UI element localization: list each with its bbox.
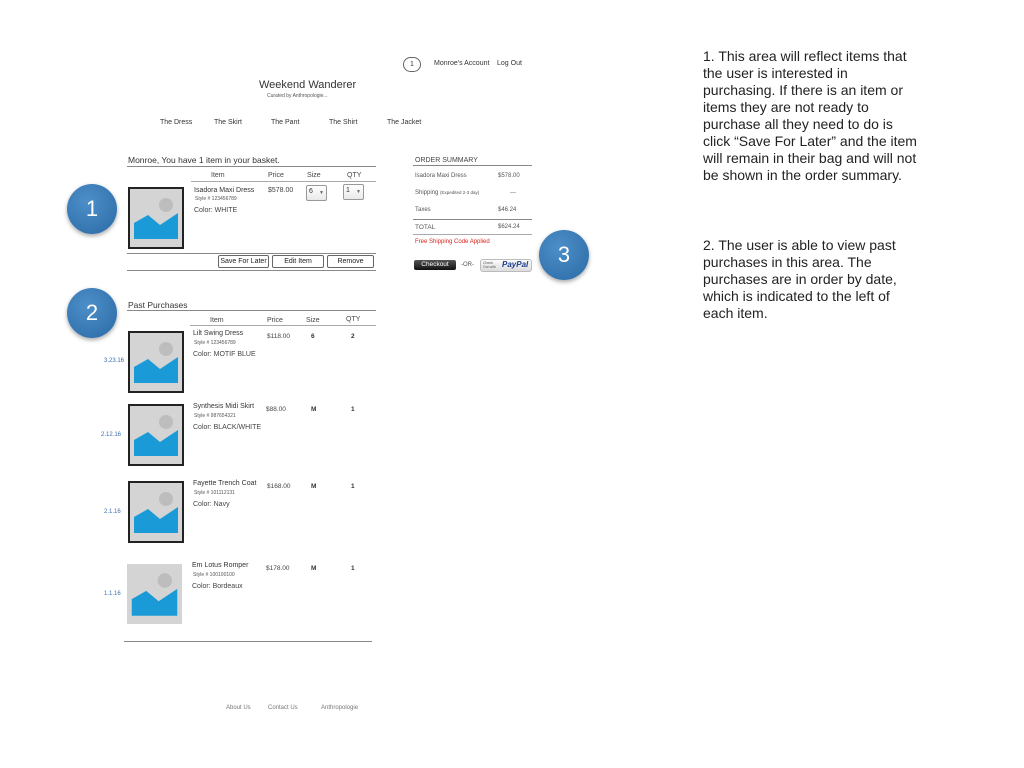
callout-2-badge: 2 [67,288,117,338]
past-item-color: Color: Bordeaux [192,583,243,590]
product-image[interactable] [128,331,184,393]
chevron-down-icon: ▼ [356,189,361,195]
col-size: Size [306,317,320,324]
or-label: -OR- [461,262,474,268]
basket-item-color: Color: WHITE [194,207,238,214]
size-select[interactable] [306,185,327,201]
image-placeholder-icon [130,333,182,391]
past-item-name[interactable]: Em Lotus Romper [192,562,249,569]
image-placeholder-icon [130,189,182,247]
basket-item-style: Style # 123456789 [195,196,237,202]
purchase-date: 1.1.16 [104,591,121,597]
divider [127,270,376,271]
past-item-style: Style # 123456789 [194,340,236,346]
col-price: Price [267,317,283,324]
nav-the-dress[interactable]: The Dress [160,119,193,126]
col-price: Price [268,172,284,179]
summary-total-label: TOTAL [415,224,436,231]
remove-button[interactable]: Remove [327,255,374,268]
brand-title[interactable]: Weekend Wanderer [259,79,357,91]
past-item-size: 6 [311,333,315,340]
summary-taxes-label: Taxes [415,207,431,213]
nav-the-skirt[interactable]: The Skirt [214,119,243,126]
summary-taxes-value: $46.24 [498,207,517,213]
divider [413,219,532,220]
col-item: Item [211,172,225,179]
divider [191,181,376,182]
divider [190,325,376,326]
summary-item-name: Isadora Maxi Dress [415,173,467,179]
cart-count-badge[interactable]: 1 [403,57,421,72]
divider [124,641,372,642]
product-image[interactable] [127,564,182,624]
annotation-note-2: 2. The user is able to view past purchases in this area. The purchases are in order by date, which is indicated to the left of each item. [703,237,897,321]
basket-heading: Monroe, You have 1 item in your basket. [128,155,280,165]
col-qty: QTY [346,316,361,323]
past-item-color: Color: MOTIF BLUE [193,351,256,358]
past-item-qty: 2 [351,333,355,340]
image-placeholder-icon [127,564,182,624]
past-item-price: $168.00 [267,483,291,490]
nav-the-pant[interactable]: The Pant [271,119,300,126]
past-item-style: Style # 101112131 [194,490,235,496]
paypal-logo: PayPal [502,260,529,269]
past-item-price: $88.00 [266,406,286,413]
basket-item-price: $578.00 [268,187,294,194]
past-item-name[interactable]: Lilt Swing Dress [193,330,244,337]
past-item-qty: 1 [351,483,355,490]
shipping-note: (Expedited 2-3 day) [440,190,480,195]
divider [413,234,532,235]
logout-link[interactable]: Log Out [497,60,522,67]
divider [127,310,376,311]
footer-about-us-link[interactable]: About Us [226,705,251,711]
callout-3-badge: 3 [539,230,589,280]
summary-total-value: $624.24 [498,224,520,230]
summary-shipping-value: --- [510,190,516,196]
past-item-name[interactable]: Synthesis Midi Skirt [193,403,255,410]
promo-text: Free Shipping Code Applied [415,239,490,245]
nav-the-shirt[interactable]: The Shirt [329,119,358,126]
size-select-value: 6 [309,188,313,195]
divider [413,165,532,166]
purchase-date: 3.23.16 [104,358,125,364]
past-item-price: $118.00 [267,333,291,340]
past-item-qty: 1 [351,565,355,572]
product-image[interactable] [128,481,184,543]
col-item: Item [210,317,224,324]
col-qty: QTY [347,172,362,179]
edit-item-button[interactable]: Edit Item [272,255,324,268]
past-purchases-heading: Past Purchases [128,300,188,310]
save-for-later-button[interactable]: Save For Later [218,255,269,268]
footer-contact-us-link[interactable]: Contact Us [268,705,298,711]
annotation-note-1: 1. This area will reflect items that the user is interested in purchasing. If there is an item or items they are not ready to purchase all they need to do is click “Save For Later” and the item will remain in their bag and will not be shown in the order summary. [703,48,917,183]
past-item-size: M [311,483,317,490]
past-item-price: $178.00 [266,565,290,572]
col-size: Size [307,172,321,179]
image-placeholder-icon [130,483,182,541]
brand-subtitle: Curated by Anthropologie... [267,93,328,99]
divider [127,253,376,254]
nav-the-jacket[interactable]: The Jacket [387,119,422,126]
account-link[interactable]: Monroe's Account [434,60,490,67]
past-item-color: Color: Navy [193,501,230,508]
past-item-qty: 1 [351,406,355,413]
past-item-size: M [311,406,317,413]
basket-item-name[interactable]: Isadora Maxi Dress [194,187,255,194]
past-item-color: Color: BLACK/WHITE [193,424,262,431]
chevron-down-icon: ▼ [319,190,324,196]
shipping-label: Shipping [415,190,439,196]
paypal-button[interactable] [480,259,532,272]
order-summary-heading: ORDER SUMMARY [415,157,478,164]
checkout-button[interactable]: Checkout [414,260,456,270]
divider [127,166,376,167]
summary-item-price: $578.00 [498,173,520,179]
past-item-size: M [311,565,317,572]
purchase-date: 2.1.16 [104,509,121,515]
image-placeholder-icon [130,406,182,464]
qty-select[interactable] [343,184,364,200]
product-image[interactable] [128,187,184,249]
product-image[interactable] [128,404,184,466]
callout-1-badge: 1 [67,184,117,234]
past-item-style: Style # 987654321 [194,413,236,419]
past-item-style: Style # 100100100 [193,572,235,578]
footer-anthropologie-link[interactable]: Anthropologie [321,705,359,711]
qty-select-value: 1 [346,187,350,194]
purchase-date: 2.12.16 [101,432,122,438]
summary-shipping-label [415,190,479,196]
paypal-small-text: Check Out with [483,261,496,269]
past-item-name[interactable]: Fayette Trench Coat [193,480,257,487]
